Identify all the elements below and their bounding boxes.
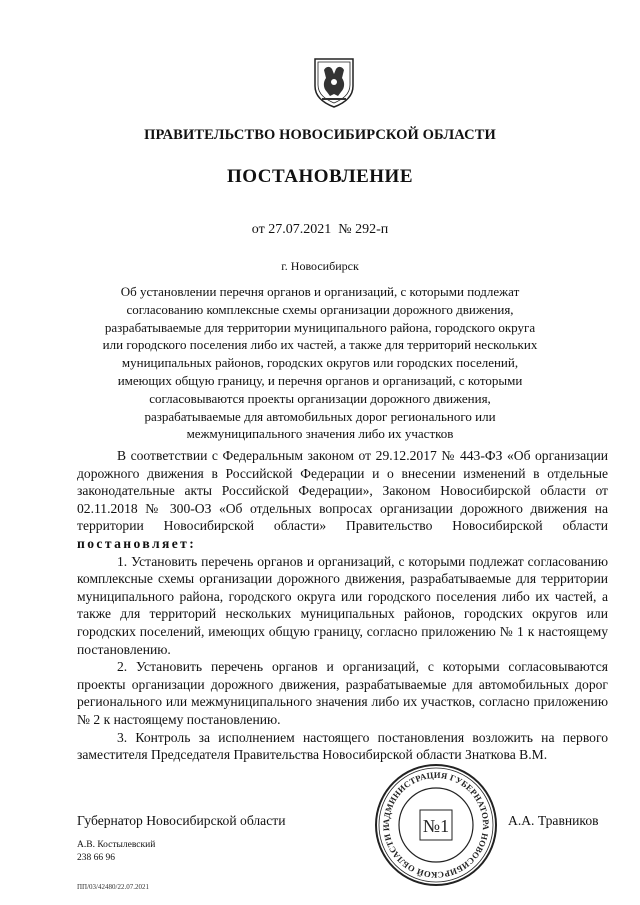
document-body bbox=[77, 447, 608, 764]
preamble-text: В соответствии с Федеральным законом от 29.12.2017 № 443-ФЗ «Об организации дорожного движения в Российской Федерации и о внесении изменений в отдельные законодательные акты Российской Федерации», Законом Новосибирской области от 02.11.2018 № 300-ОЗ «Об отдельных вопросах организации дорожного движения на территории Новосибирской области» Правительство Новосибирской области bbox=[77, 448, 608, 534]
executor-phone: 238 66 96 bbox=[77, 853, 115, 863]
preamble-paragraph bbox=[77, 447, 608, 553]
document-date: 27.07.2021 bbox=[268, 222, 332, 237]
organization-title: ПРАВИТЕЛЬСТВО НОВОСИБИРСКОЙ ОБЛАСТИ bbox=[144, 127, 496, 143]
stamp-outer-text: АДМИНИСТРАЦИЯ ГУБЕРНАТОРА НОВОСИБИРСКОЙ ОБЛАСТИ И bbox=[380, 769, 492, 881]
executor-name: А.В. Костылевский bbox=[77, 840, 156, 850]
city-line: г. Новосибирск bbox=[281, 259, 359, 273]
decree-word: постановляет: bbox=[77, 535, 197, 551]
document-type-title: ПОСТАНОВЛЕНИЕ bbox=[226, 166, 414, 187]
date-prefix: от bbox=[251, 222, 265, 237]
document-subject: Об установлении перечня органов и организаций, с которыми подлежат согласованию комплексные схемы организации дорожного движения, разрабатываемые для территории муниципального района, городского округа или городского поселения либо их частей, а также для территорий нескольких муниципальных районов, городских округов или городских поселений, имеющих общую границу, и перечня органов и организаций, с которыми согласовываются проекты организации дорожного движения, разрабатываемые для автомобильных дорог регионального или межмуниципального значения либо их участков bbox=[102, 284, 538, 442]
item-2-paragraph: 2. Установить перечень органов и организаций, с которыми согласовываются проекты организации дорожного движения, разрабатываемые для автомобильных дорог регионального или межмуниципального значения либо их участков, согласно приложению № 2 к настоящему постановлению. bbox=[77, 659, 608, 727]
coat-of-arms-icon bbox=[312, 56, 356, 108]
item-1-paragraph: 1. Установить перечень органов и организаций, с которыми подлежат согласованию комплексные схемы организации дорожного движения, разрабатываемые для территории муниципального района, городского округа или городского поселения либо их частей, а также для территорий нескольких муниципальных районов, городских округов или городских поселений, имеющих общую границу, согласно приложению № 1 к настоящему постановлению. bbox=[77, 553, 608, 657]
signatory-name: А.А. Травников bbox=[508, 813, 599, 828]
date-number-line bbox=[0, 222, 640, 238]
stamp-center-text: №1 bbox=[422, 816, 450, 836]
official-stamp bbox=[373, 762, 499, 888]
number-sign: № bbox=[338, 222, 352, 237]
signatory-position: Губернатор Новосибирской области bbox=[77, 813, 286, 828]
footer-code: ПП/03/42480/22.07.2021 bbox=[77, 883, 149, 891]
document-number: 292-п bbox=[355, 222, 389, 237]
item-3-paragraph: 3. Контроль за исполнением настоящего постановления возложить на первого заместителя Председателя Правительства Новосибирской области Знаткова В.М. bbox=[77, 729, 608, 763]
